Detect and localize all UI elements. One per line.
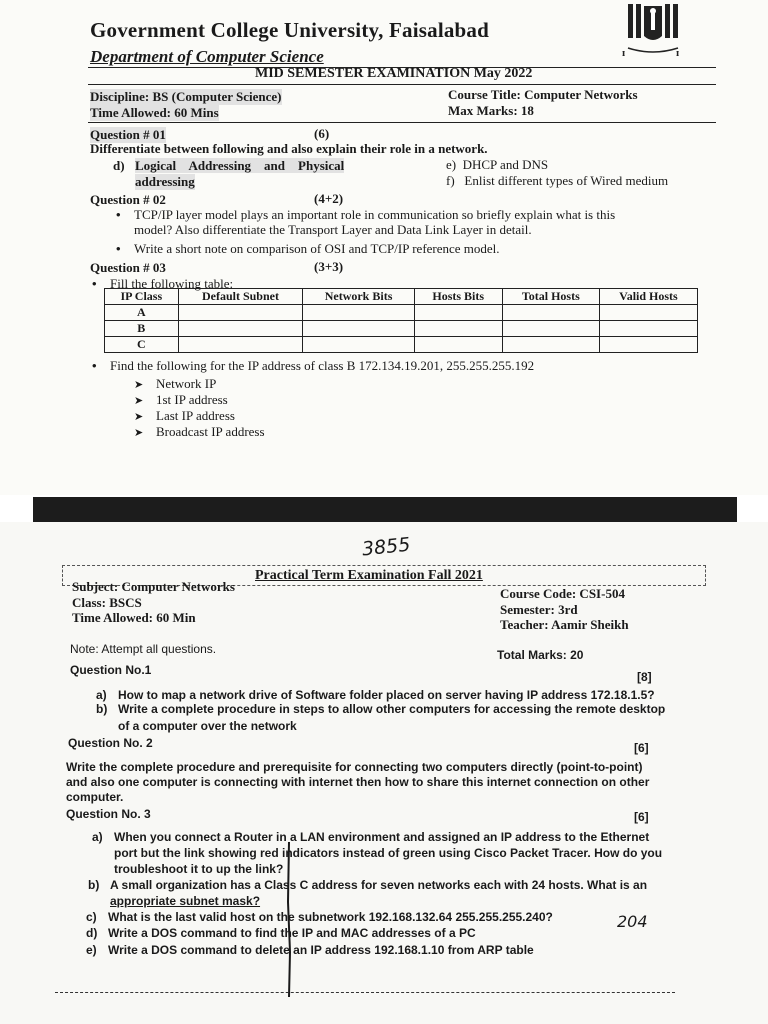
question-1-instruction: Differentiate between following and also explain their role in a network. <box>90 141 488 156</box>
course-title: Course Title: Computer Networks <box>448 87 638 102</box>
table-header-row <box>105 289 698 305</box>
q1-e-text: e) DHCP and DNS <box>446 157 549 172</box>
table-cell <box>502 305 599 321</box>
table-cell <box>502 321 599 337</box>
bottom-dashed-rule <box>55 992 675 993</box>
teacher: Teacher: Aamir Sheikh <box>500 617 629 632</box>
total-marks: Total Marks: 20 <box>497 648 584 662</box>
semester: Semester: 3rd <box>500 602 578 617</box>
discipline: Discipline: BS (Computer Science) <box>90 89 282 104</box>
q1-d-label: d) <box>113 158 125 173</box>
list-item: ➤ Network IP <box>134 376 217 391</box>
practical-exam-paper <box>0 522 768 1024</box>
question-3-label: Question # 03 <box>90 260 166 275</box>
note: Note: Attempt all questions. <box>70 642 217 656</box>
page-divider-bar <box>33 497 737 522</box>
handwritten-number: 3855 <box>360 533 412 561</box>
q3-a-cont: troubleshoot it to up the link? <box>114 862 284 876</box>
table-cell <box>303 321 414 337</box>
q3-bullet-1: • Fill the following table: <box>110 276 233 292</box>
table-header: Total Hosts <box>502 289 599 305</box>
question-3-label: Question No. 3 <box>66 807 151 821</box>
table-cell <box>178 337 303 353</box>
q3-b-cont: appropriate subnet mask? <box>110 894 261 908</box>
question-2-marks: [6] <box>634 741 649 755</box>
exam-title: MID SEMESTER EXAMINATION May 2022 <box>255 66 533 81</box>
q3-e: e) Write a DOS command to delete an IP address 192.168.1.10 from ARP table <box>86 943 534 957</box>
list-item: ➤ 1st IP address <box>134 392 228 407</box>
header-rule <box>88 84 716 85</box>
q2-text-line: computer. <box>66 790 124 804</box>
q3-sub-list <box>134 376 265 440</box>
arrow-bullet-icon: ➤ <box>134 379 144 391</box>
table-cell <box>599 321 697 337</box>
table-cell <box>414 305 502 321</box>
question-3-marks: [6] <box>634 810 649 824</box>
university-name: Government College University, Faisalabad <box>90 18 490 42</box>
table-cell <box>502 337 599 353</box>
svg-text:ɪ: ɪ <box>676 47 680 59</box>
q1-b: b) Write a complete procedure in steps to allow other computers for accessing the remote desktop <box>96 702 666 716</box>
q1-d-text-cont: addressing <box>135 174 195 189</box>
table-cell <box>178 305 303 321</box>
question-1-label: Question # 01 <box>90 127 166 142</box>
arrow-bullet-icon: ➤ <box>134 411 144 423</box>
arrow-bullet-icon: ➤ <box>134 395 144 407</box>
max-marks: Max Marks: 18 <box>448 103 534 118</box>
table-cell <box>414 337 502 353</box>
ip-class-cell: B <box>105 321 179 337</box>
arrow-bullet-icon: ➤ <box>134 427 144 439</box>
question-3-marks: (3+3) <box>314 259 344 274</box>
q2-text-line: and also one computer is connecting with internet then how to share this internet connection on other <box>66 775 650 789</box>
ip-class-table <box>104 288 698 353</box>
question-1-marks: (6) <box>314 126 330 141</box>
q2-bullet-1-cont: model? Also differentiate the Transport Layer and Data Link Layer in detail. <box>134 222 532 237</box>
ip-class-cell: A <box>105 305 179 321</box>
table-row <box>105 305 698 321</box>
table-row <box>105 337 698 353</box>
question-1-marks: [8] <box>637 670 652 684</box>
ip-class-cell: C <box>105 337 179 353</box>
question-2-marks: (4+2) <box>314 191 344 206</box>
table-cell <box>414 321 502 337</box>
q3-d: d) Write a DOS command to find the IP and MAC addresses of a PC <box>86 926 476 940</box>
table-header: IP Class <box>105 289 179 305</box>
time-allowed: Time Allowed: 60 Mins <box>90 105 219 120</box>
q1-a: a) How to map a network drive of Software folder placed on server having IP address 172.18.1.5? <box>96 688 655 702</box>
q1-f-text: f) Enlist different types of Wired medium <box>446 173 669 188</box>
pen-stroke-icon <box>287 842 291 997</box>
q3-b: b) A small organization has a Class C address for seven networks each with 24 hosts. What is an <box>88 878 648 892</box>
class: Class: BSCS <box>72 595 142 610</box>
svg-text:ɪ: ɪ <box>622 47 626 59</box>
q1-b-cont: of a computer over the network <box>118 719 297 733</box>
course-code: Course Code: CSI-504 <box>500 586 625 601</box>
list-item: ➤ Broadcast IP address <box>134 424 265 439</box>
q3-bullet-2: • Find the following for the IP address of class B 172.134.19.201, 255.255.255.192 <box>110 358 534 374</box>
question-2-label: Question No. 2 <box>68 736 153 750</box>
mid-exam-paper <box>0 0 768 495</box>
time-allowed: Time Allowed: 60 Min <box>72 610 196 625</box>
q3-a: a) When you connect a Router in a LAN environment and assigned an IP address to the Ethernet <box>92 830 650 844</box>
university-crest-icon <box>620 2 686 60</box>
department-name: Department of Computer Science <box>90 47 324 66</box>
handwritten-answer: 204 <box>617 912 648 931</box>
q1-d-text: Logical Addressing and Physical <box>135 158 345 173</box>
table-header: Hosts Bits <box>414 289 502 305</box>
question-1-label: Question No.1 <box>70 663 152 677</box>
table-header: Network Bits <box>303 289 414 305</box>
q2-bullet-2: • Write a short note on comparison of OSI and TCP/IP reference model. <box>134 241 500 257</box>
table-cell <box>303 305 414 321</box>
exam-title: Practical Term Examination Fall 2021 <box>255 568 483 583</box>
q3-a-cont: port but the link showing red indicators instead of green using Cisco Packet Tracer. How do you <box>114 846 663 860</box>
table-cell <box>178 321 303 337</box>
question-2-label: Question # 02 <box>90 192 166 207</box>
table-row <box>105 321 698 337</box>
q2-bullet-1: • TCP/IP layer model plays an important role in communication so briefly explain what is this <box>134 207 615 223</box>
q3-c: c) What is the last valid host on the subnetwork 192.168.132.64 255.255.255.240? <box>86 910 553 924</box>
q2-text-line: Write the complete procedure and prerequisite for connecting two computers directly (point-to-point) <box>66 760 643 774</box>
header-rule <box>88 122 716 123</box>
table-header: Default Subnet <box>178 289 303 305</box>
subject: Subject: Computer Networks <box>72 579 235 594</box>
table-cell <box>599 337 697 353</box>
table-header: Valid Hosts <box>599 289 697 305</box>
list-item: ➤ Last IP address <box>134 408 235 423</box>
table-cell <box>599 305 697 321</box>
table-cell <box>303 337 414 353</box>
